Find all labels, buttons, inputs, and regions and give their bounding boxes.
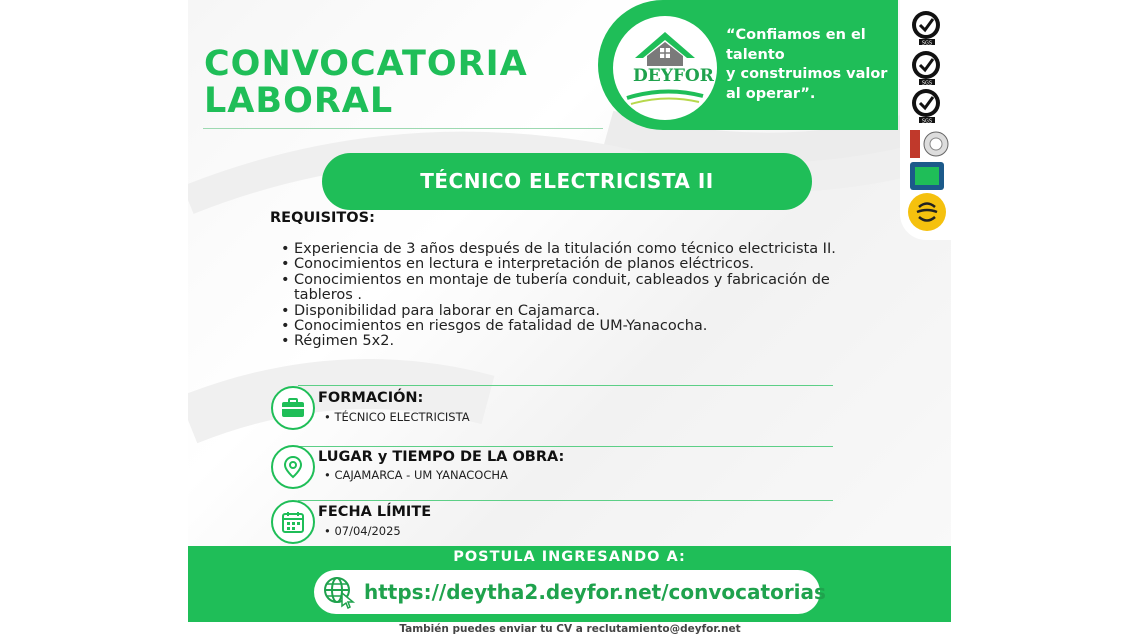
globe-cursor-icon <box>322 575 356 609</box>
list-item: • Conocimientos en montaje de tubería conduit, cableados y fabricación de tableros . <box>294 273 864 304</box>
sgs-badge-icon <box>905 88 947 124</box>
title-divider <box>203 128 603 129</box>
job-title: TÉCNICO ELECTRICISTA II <box>322 153 812 210</box>
svg-text:SGS: SGS <box>921 118 933 124</box>
lugar-title: LUGAR y TIEMPO DE LA OBRA: <box>318 449 565 465</box>
logo-text: DEYFOR <box>633 66 714 86</box>
sgs-badge-icon <box>905 50 947 86</box>
sgs-badge-icon <box>905 10 947 46</box>
section-divider <box>298 385 833 386</box>
fecha-title: FECHA LÍMITE <box>318 504 432 520</box>
certification-badges <box>900 0 951 240</box>
section-divider <box>298 500 833 501</box>
formacion-item: • TÉCNICO ELECTRICISTA <box>324 410 470 424</box>
svg-text:SGS: SGS <box>921 40 933 46</box>
job-poster <box>188 0 951 622</box>
apply-url-link[interactable] <box>314 570 826 614</box>
apply-footer <box>188 546 951 622</box>
location-pin-icon <box>271 445 315 489</box>
lugar-item: • CAJAMARCA - UM YANACOCHA <box>324 468 508 482</box>
certificate-icon <box>910 130 950 158</box>
list-item: • Disponibilidad para laborar en Cajamarca. <box>294 304 864 319</box>
requirements-list <box>294 242 864 350</box>
page-title: CONVOCATORIA LABORAL <box>204 44 528 121</box>
list-item: • Régimen 5x2. <box>294 334 864 349</box>
requirements-title: REQUISITOS: <box>270 210 375 226</box>
list-item: • Conocimientos en riesgos de fatalidad de UM-Yanacocha. <box>294 319 864 334</box>
fecha-item: • 07/04/2025 <box>324 524 401 538</box>
list-item: • Experiencia de 3 años después de la titulación como técnico electricista II. <box>294 242 864 257</box>
svg-text:SGS: SGS <box>921 80 933 86</box>
apply-url[interactable]: https://deytha2.deyfor.net/convocatorias <box>364 580 826 604</box>
briefcase-icon <box>271 386 315 430</box>
formacion-title: FORMACIÓN: <box>318 390 424 406</box>
section-divider <box>298 446 833 447</box>
calendar-icon <box>271 500 315 544</box>
brand-logo-icon <box>907 192 947 232</box>
list-item: • Conocimientos en lectura e interpretación de planos eléctricos. <box>294 257 864 272</box>
slogan-quote: “Confiamos en el talento y construimos valor al operar”. <box>726 27 888 102</box>
apply-label: POSTULA INGRESANDO A: <box>453 549 686 565</box>
email-note: También puedes enviar tu CV a reclutamiento@deyfor.net <box>399 623 741 635</box>
digital-certificate-icon <box>910 162 944 190</box>
